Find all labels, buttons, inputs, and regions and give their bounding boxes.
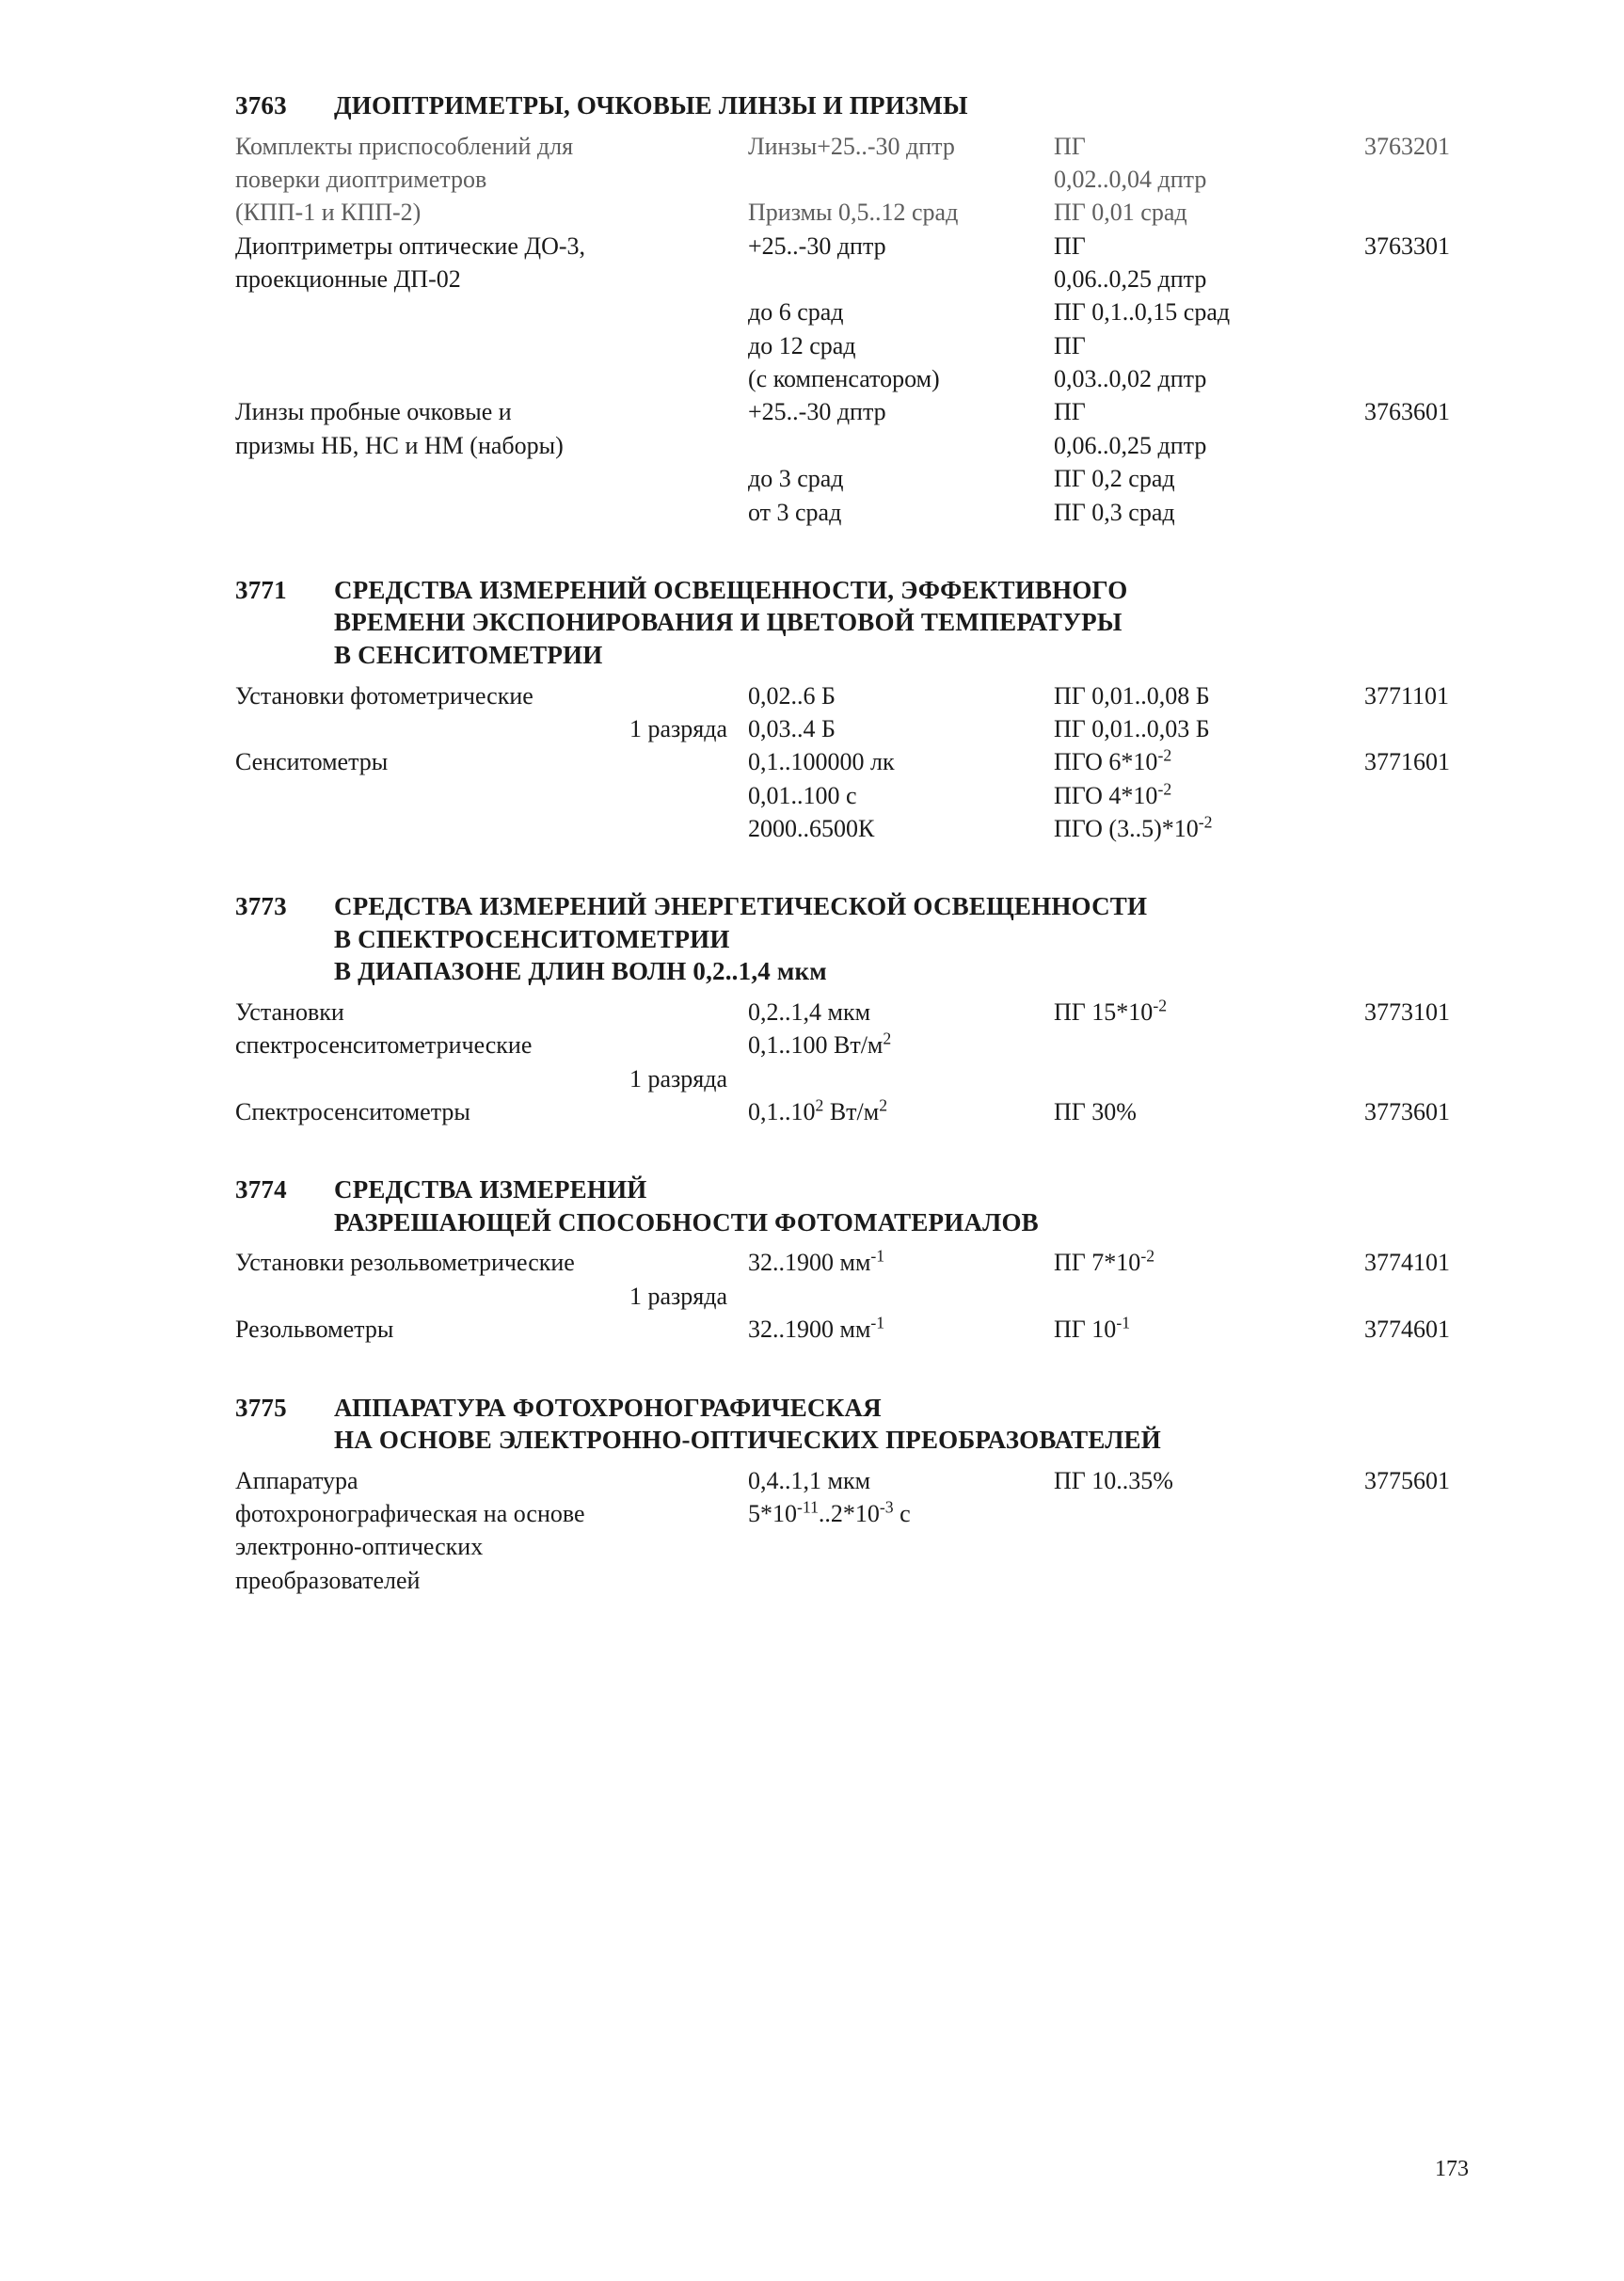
entry-range-line: Линзы+25..-30 дптр: [748, 132, 955, 160]
entry-code-line: 3763201: [1364, 132, 1450, 160]
section-title-line: В СЕНСИТОМЕТРИИ: [334, 640, 603, 669]
entry-error-line: ПГ 10..35%: [1054, 1466, 1173, 1494]
section-code: 3771: [235, 575, 287, 604]
entry-name-line: Установки фотометрические: [235, 681, 533, 710]
section-title-line: СРЕДСТВА ИЗМЕРЕНИЙ ЭНЕРГЕТИЧЕСКОЙ ОСВЕЩЕННОСТИ: [334, 892, 1148, 921]
entry-code: [1364, 1464, 1543, 1597]
entry-error-line: ПГ 0,1..0,15 срад: [1054, 298, 1231, 327]
entry-range: [748, 1095, 1054, 1128]
entry-error-line: 0,06..0,25 дптр: [1054, 431, 1207, 459]
entry-code: [1364, 130, 1543, 230]
entry-code: [1364, 679, 1543, 746]
section: [235, 890, 1487, 1128]
entry-range-line: до 12 срад: [748, 331, 856, 359]
entry-error: [1054, 996, 1364, 1095]
entry-range: [748, 1313, 1054, 1346]
entry-range: [748, 230, 1054, 396]
entry-name-line: Аппаратура: [235, 1466, 358, 1494]
entry-name-line: 1 разряда: [629, 1282, 727, 1310]
entry-name-line: Резольвометры: [235, 1316, 394, 1344]
section: [235, 89, 1487, 529]
entry-range-line: 0,4..1,1 мкм: [748, 1466, 871, 1494]
entry-error-line: ПГ: [1054, 398, 1086, 426]
entry-name-line: Линзы пробные очковые и: [235, 398, 512, 426]
entry-name-line: спектросенситометрические: [235, 1031, 533, 1060]
section-title-line: АППАРАТУРА ФОТОХРОНОГРАФИЧЕСКАЯ: [334, 1393, 882, 1422]
entry-range-line: 0,1..10$^2$ $Вт/м^2$: [748, 1095, 888, 1126]
entry-range-line: [748, 429, 1054, 462]
entry-error-line: ПГО $4*10^{-2}$: [1054, 778, 1172, 809]
section-title: [334, 89, 1487, 122]
entry-error-line: ПГ: [1054, 331, 1086, 359]
page-content: [235, 89, 1487, 1642]
entry-name-line: Сенситометры: [235, 748, 389, 776]
entry-code: [1364, 996, 1543, 1095]
section: [235, 574, 1487, 845]
entry-error-line: 0,02..0,04 дптр: [1054, 165, 1207, 193]
entry-name: [235, 130, 748, 230]
entry-table: [235, 1246, 1543, 1346]
entry-code: [1364, 1246, 1543, 1313]
section-title: [334, 574, 1487, 672]
entry-code: [1364, 745, 1543, 845]
entry-range-line: 32..1900 $мм^{-1}$: [748, 1246, 885, 1277]
entry-error-line: ПГ 0,01..0,03 Б: [1054, 714, 1210, 742]
entry-range-line: до 3 срад: [748, 465, 844, 493]
entry-range-line: [748, 163, 1054, 196]
entry-range: [748, 395, 1054, 528]
entry-error-line: ПГ 0,2 срад: [1054, 465, 1175, 493]
entry-range-line: [748, 263, 1054, 295]
entry-error: [1054, 1246, 1364, 1313]
entry-error: [1054, 395, 1364, 528]
section-title-line: ДИОПТРИМЕТРЫ, ОЧКОВЫЕ ЛИНЗЫ И ПРИЗМЫ: [334, 91, 968, 120]
section-title-line: НА ОСНОВЕ ЭЛЕКТРОННО-ОПТИЧЕСКИХ ПРЕОБРАЗОВАТЕЛЕЙ: [334, 1426, 1161, 1455]
entry-error-line: ПГ $10^{-1}$: [1054, 1313, 1131, 1344]
section-code: 3774: [235, 1175, 287, 1204]
table-row: [235, 745, 1543, 845]
section-title-line: СРЕДСТВА ИЗМЕРЕНИЙ: [334, 1175, 647, 1204]
section-title-line: СРЕДСТВА ИЗМЕРЕНИЙ ОСВЕЩЕННОСТИ, ЭФФЕКТИВНОГО: [334, 575, 1128, 604]
section-gap: [235, 1347, 1487, 1392]
entry-error-line: 0,06..0,25 дптр: [1054, 264, 1207, 293]
entry-name-line: проекционные ДП-02: [235, 264, 461, 293]
entry-code-line: 3771601: [1364, 748, 1450, 776]
entry-name-line: Диоптриметры оптические ДО-3,: [235, 231, 586, 260]
table-row: [235, 996, 1543, 1095]
section: [235, 1392, 1487, 1598]
section-heading: [235, 89, 1487, 122]
entry-name-line: электронно-оптических: [235, 1533, 484, 1561]
entry-name: [235, 745, 748, 845]
entry-range-line: Призмы 0,5..12 срад: [748, 199, 959, 227]
section-code: 3775: [235, 1393, 287, 1422]
entry-code: [1364, 230, 1543, 396]
entry-name-line: призмы НБ, НС и НМ (наборы): [235, 431, 564, 459]
section-heading: [235, 1392, 1487, 1457]
entry-code: [1364, 1313, 1543, 1346]
section-gap: [235, 1597, 1487, 1642]
entry-name: [235, 230, 748, 396]
entry-table: [235, 1464, 1543, 1597]
entry-error: [1054, 130, 1364, 230]
entry-error-line: ПГ 0,01 срад: [1054, 199, 1187, 227]
entry-range-line: от 3 срад: [748, 498, 842, 526]
entry-error-line: ПГ 30%: [1054, 1098, 1137, 1126]
entry-range-line: до 6 срад: [748, 298, 844, 327]
entry-name: [235, 1095, 748, 1128]
entry-error-line: ПГ 0,3 срад: [1054, 498, 1175, 526]
entry-error: [1054, 1464, 1364, 1597]
entry-error-line: ПГО $6*10^{-2}$: [1054, 745, 1172, 776]
table-row: [235, 230, 1543, 396]
entry-error-line: 0,03..0,02 дптр: [1054, 365, 1207, 393]
entry-range-line: 0,1..100 $Вт/м^2$: [748, 1029, 892, 1060]
entry-name-line: Установки резольвометрические: [235, 1249, 575, 1277]
entry-error: [1054, 1095, 1364, 1128]
section-code: 3773: [235, 892, 287, 921]
entry-name: [235, 1464, 748, 1597]
entry-error: [1054, 1313, 1364, 1346]
entry-range: [748, 996, 1054, 1095]
entry-error-line: ПГ $15*10^{-2}$: [1054, 996, 1168, 1026]
entry-range: [748, 679, 1054, 746]
section-title-line: В СПЕКТРОСЕНСИТОМЕТРИИ: [334, 924, 730, 953]
entry-code: [1364, 395, 1543, 528]
entry-range-line: 0,01..100 с: [748, 781, 857, 809]
entry-error-line: ПГ 0,01..0,08 Б: [1054, 681, 1210, 710]
table-row: [235, 395, 1543, 528]
section-title: [334, 890, 1487, 988]
entry-name: [235, 679, 748, 746]
table-row: [235, 130, 1543, 230]
entry-name-line: преобразователей: [235, 1566, 421, 1594]
entry-range-line: +25..-30 дптр: [748, 398, 886, 426]
section-title-line: ВРЕМЕНИ ЭКСПОНИРОВАНИЯ И ЦВЕТОВОЙ ТЕМПЕРАТУРЫ: [334, 608, 1122, 637]
entry-name: [235, 996, 748, 1095]
table-row: [235, 1464, 1543, 1597]
page-number: 173: [1435, 2157, 1469, 2181]
entry-error-line: ПГ: [1054, 132, 1086, 160]
table-row: [235, 1246, 1543, 1313]
entry-range-line: 32..1900 $мм^{-1}$: [748, 1313, 885, 1344]
entry-code-line: 3774101: [1364, 1249, 1450, 1277]
section-title-line: В ДИАПАЗОНЕ ДЛИН ВОЛН 0,2..1,4 мкм: [334, 957, 827, 986]
section-title-line: РАЗРЕШАЮЩЕЙ СПОСОБНОСТИ ФОТОМАТЕРИАЛОВ: [334, 1207, 1039, 1236]
entry-range-line: 0,2..1,4 мкм: [748, 997, 871, 1026]
table-row: [235, 679, 1543, 746]
entry-code-line: 3771101: [1364, 681, 1450, 710]
section-title: [334, 1173, 1487, 1238]
section-heading: [235, 1173, 1487, 1238]
section-title: [334, 1392, 1487, 1457]
entry-table: [235, 996, 1543, 1128]
section-heading: [235, 890, 1487, 988]
entry-range: [748, 1246, 1054, 1313]
entry-range: [748, 745, 1054, 845]
entry-error-line: ПГ $7*10^{-2}$: [1054, 1246, 1155, 1277]
entry-table: [235, 679, 1543, 846]
entry-code-line: 3774601: [1364, 1316, 1450, 1344]
entry-code: [1364, 1095, 1543, 1128]
entry-name-line: Спектросенситометры: [235, 1098, 470, 1126]
entry-name-line: (КПП-1 и КПП-2): [235, 199, 422, 227]
entry-code-line: 3775601: [1364, 1466, 1450, 1494]
entry-name: [235, 1313, 748, 1346]
entry-error: [1054, 679, 1364, 746]
entry-error: [1054, 230, 1364, 396]
entry-range-line: 2000..6500К: [748, 814, 875, 842]
entry-range-line: 0,03..4 Б: [748, 714, 836, 742]
table-row: [235, 1095, 1543, 1128]
entry-code-line: 3763601: [1364, 398, 1450, 426]
entry-name-line: фотохронографическая на основе: [235, 1500, 585, 1527]
section-code: 3763: [235, 91, 287, 120]
entry-name-line: Комплекты приспособлений для: [235, 132, 574, 160]
entry-code-line: 3773601: [1364, 1098, 1450, 1126]
entry-code-line: 3763301: [1364, 231, 1450, 260]
entry-range-line: $5*10^{-11}..2*10^{-3}$ с: [748, 1497, 911, 1527]
entry-range-line: +25..-30 дптр: [748, 231, 886, 260]
entry-name-line: 1 разряда: [629, 1064, 727, 1093]
section-gap: [235, 529, 1487, 574]
section-gap: [235, 845, 1487, 890]
entry-code-line: 3773101: [1364, 997, 1450, 1026]
entry-name: [235, 395, 748, 528]
entry-name-line: поверки диоптриметров: [235, 165, 487, 193]
table-row: [235, 1313, 1543, 1346]
section: [235, 1173, 1487, 1346]
section-heading: [235, 574, 1487, 672]
entry-error-line: ПГ: [1054, 231, 1086, 260]
entry-name-line: Установки: [235, 997, 344, 1026]
entry-range: [748, 1464, 1054, 1597]
entry-name: [235, 1246, 748, 1313]
entry-range: [748, 130, 1054, 230]
entry-name-line: 1 разряда: [629, 714, 727, 742]
entry-range-line: 0,1..100000 лк: [748, 748, 895, 776]
entry-range-line: 0,02..6 Б: [748, 681, 836, 710]
entry-range-line: (с компенсатором): [748, 365, 940, 393]
entry-error: [1054, 745, 1364, 845]
section-gap: [235, 1128, 1487, 1173]
entry-table: [235, 130, 1543, 529]
entry-error-line: ПГО $(3..5)*10^{-2}$: [1054, 812, 1213, 842]
